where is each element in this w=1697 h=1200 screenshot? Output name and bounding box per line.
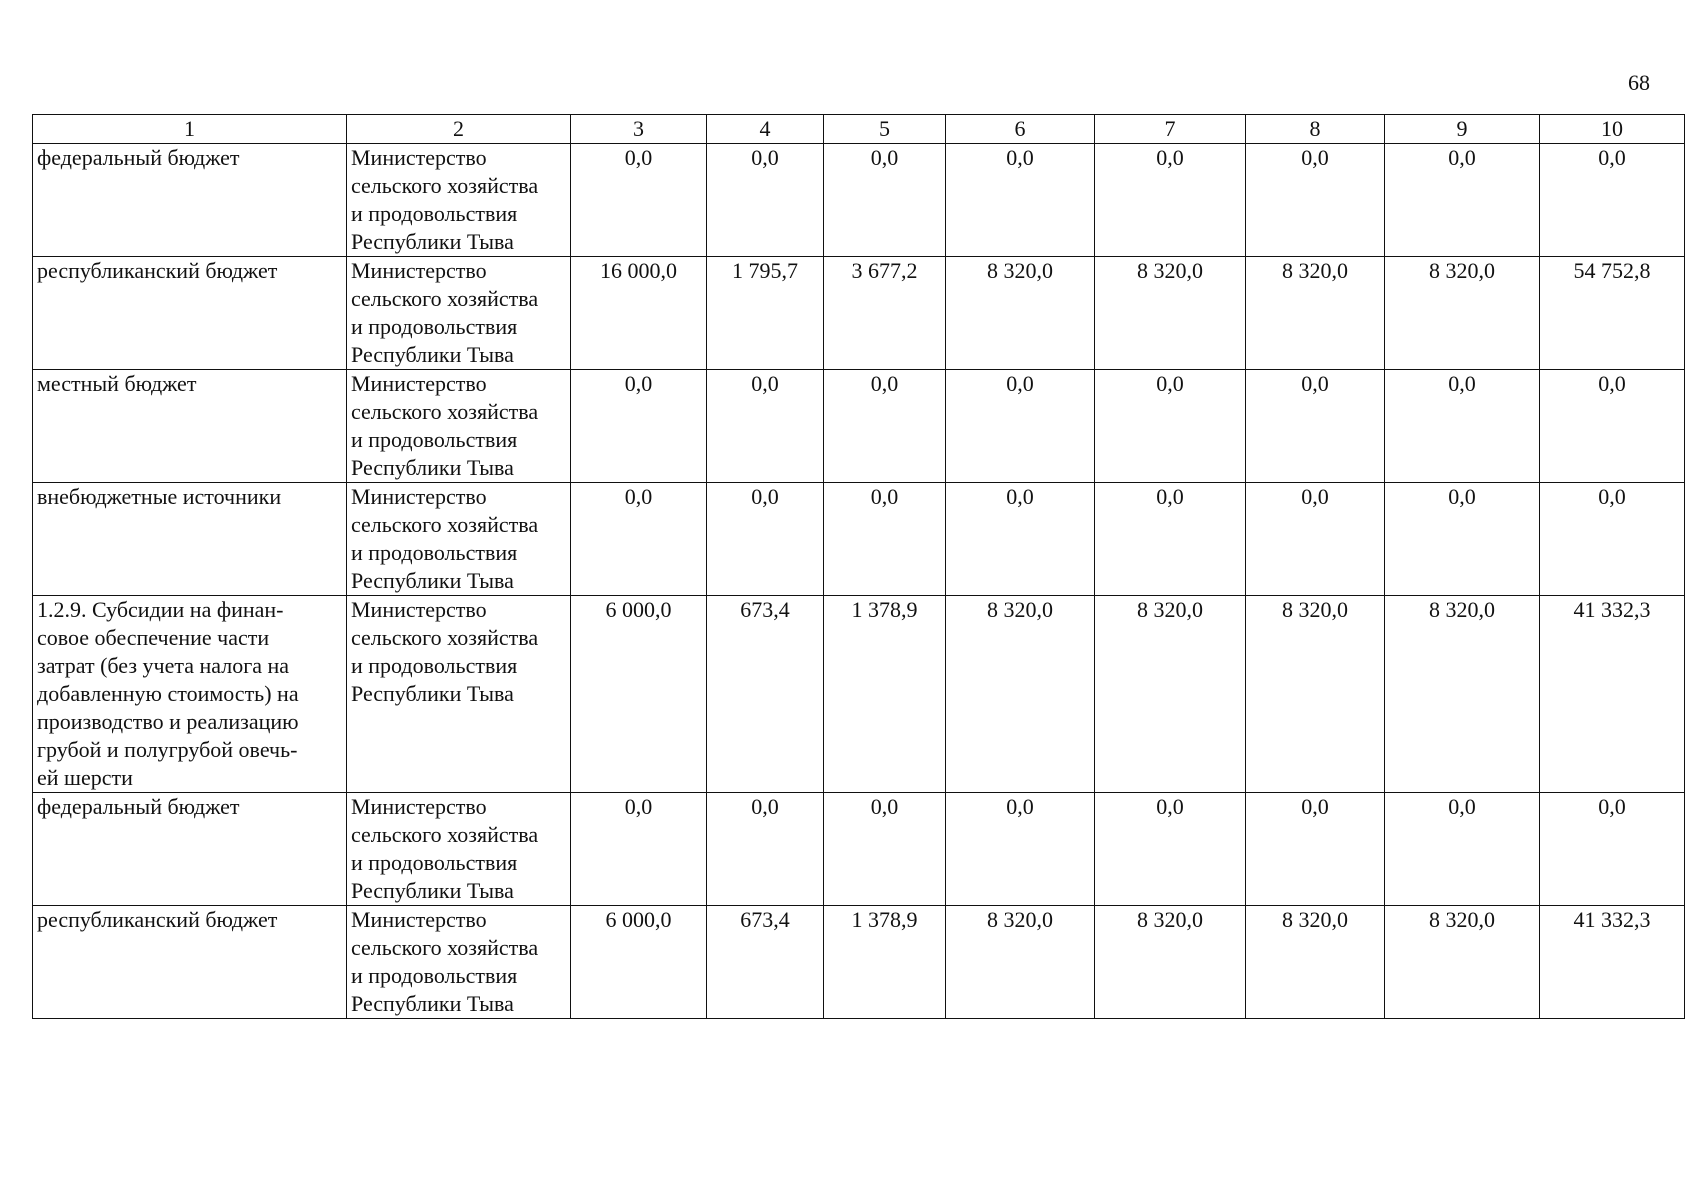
value-cell: 0,0 xyxy=(824,793,946,906)
funding-source-text: ей шерсти xyxy=(37,765,133,790)
value-cell: 0,0 xyxy=(1385,483,1540,596)
executor-text: Министерство xyxy=(351,907,487,932)
value-cell: 1 378,9 xyxy=(824,596,946,793)
table-row xyxy=(33,793,1685,906)
executor-text: Республики Тыва xyxy=(351,342,514,367)
funding-source-cell xyxy=(33,596,347,793)
value-cell: 0,0 xyxy=(946,793,1095,906)
value-cell: 0,0 xyxy=(824,370,946,483)
funding-source-cell xyxy=(33,906,347,1019)
executor-text: сельского хозяйства xyxy=(351,286,539,311)
value-cell: 0,0 xyxy=(824,483,946,596)
executor-text: Министерство xyxy=(351,484,487,509)
value-cell: 0,0 xyxy=(1246,370,1385,483)
value-cell: 8 320,0 xyxy=(946,257,1095,370)
value-cell: 673,4 xyxy=(707,906,824,1019)
value-cell: 1 378,9 xyxy=(824,906,946,1019)
value-cell: 41 332,3 xyxy=(1540,596,1685,793)
value-cell: 6 000,0 xyxy=(571,906,707,1019)
value-cell: 0,0 xyxy=(1246,144,1385,257)
value-cell: 8 320,0 xyxy=(946,596,1095,793)
value-cell: 16 000,0 xyxy=(571,257,707,370)
executor-cell xyxy=(347,906,571,1019)
funding-source-text: федеральный бюджет xyxy=(37,145,240,170)
executor-text: Республики Тыва xyxy=(351,681,514,706)
value-cell: 8 320,0 xyxy=(1095,906,1246,1019)
executor-text: сельского хозяйства xyxy=(351,399,539,424)
value-cell: 0,0 xyxy=(1540,793,1685,906)
funding-source-text: грубой и полугрубой овечь- xyxy=(37,737,298,762)
value-cell: 8 320,0 xyxy=(1246,596,1385,793)
executor-text: сельского хозяйства xyxy=(351,512,539,537)
executor-text: сельского хозяйства xyxy=(351,822,539,847)
executor-text: сельского хозяйства xyxy=(351,625,539,650)
funding-source-text: совое обеспечение части xyxy=(37,625,270,650)
funding-source-cell xyxy=(33,483,347,596)
value-cell: 0,0 xyxy=(1385,793,1540,906)
column-header: 3 xyxy=(571,115,707,144)
funding-source-text: 1.2.9. Субсидии на финан- xyxy=(37,597,284,622)
funding-source-text: местный бюджет xyxy=(37,371,197,396)
budget-table xyxy=(32,114,1685,1019)
funding-source-text: затрат (без учета налога на xyxy=(37,653,290,678)
table-row xyxy=(33,906,1685,1019)
value-cell: 0,0 xyxy=(1095,793,1246,906)
executor-text: и продовольствия xyxy=(351,963,518,988)
value-cell: 0,0 xyxy=(1385,144,1540,257)
page-number: 68 xyxy=(1628,70,1650,95)
executor-text: сельского хозяйства xyxy=(351,173,539,198)
value-cell: 0,0 xyxy=(1095,370,1246,483)
value-cell: 673,4 xyxy=(707,596,824,793)
column-header: 1 xyxy=(33,115,347,144)
table-row xyxy=(33,257,1685,370)
executor-text: Республики Тыва xyxy=(351,229,514,254)
value-cell: 3 677,2 xyxy=(824,257,946,370)
value-cell: 0,0 xyxy=(946,370,1095,483)
value-cell: 0,0 xyxy=(707,144,824,257)
executor-text: Министерство xyxy=(351,145,487,170)
header-row xyxy=(33,115,1685,144)
value-cell: 0,0 xyxy=(571,370,707,483)
funding-source-cell xyxy=(33,793,347,906)
executor-text: и продовольствия xyxy=(351,314,518,339)
funding-source-cell xyxy=(33,144,347,257)
funding-source-text: производство и реализацию xyxy=(37,709,299,734)
table-row xyxy=(33,596,1685,793)
value-cell: 0,0 xyxy=(824,144,946,257)
executor-text: Министерство xyxy=(351,794,487,819)
value-cell: 54 752,8 xyxy=(1540,257,1685,370)
column-header: 4 xyxy=(707,115,824,144)
executor-text: Министерство xyxy=(351,597,487,622)
value-cell: 0,0 xyxy=(946,483,1095,596)
value-cell: 0,0 xyxy=(707,370,824,483)
value-cell: 8 320,0 xyxy=(1246,906,1385,1019)
value-cell: 0,0 xyxy=(1246,483,1385,596)
value-cell: 0,0 xyxy=(1095,144,1246,257)
column-header: 2 xyxy=(347,115,571,144)
value-cell: 6 000,0 xyxy=(571,596,707,793)
executor-text: и продовольствия xyxy=(351,201,518,226)
table-header xyxy=(33,115,1685,144)
funding-source-cell xyxy=(33,370,347,483)
column-header: 5 xyxy=(824,115,946,144)
funding-source-text: федеральный бюджет xyxy=(37,794,240,819)
funding-source-text: внебюджетные источники xyxy=(37,484,282,509)
table-body xyxy=(33,144,1685,1019)
value-cell: 0,0 xyxy=(1246,793,1385,906)
executor-text: Республики Тыва xyxy=(351,455,514,480)
value-cell: 0,0 xyxy=(707,793,824,906)
value-cell: 8 320,0 xyxy=(1095,596,1246,793)
funding-source-text: республиканский бюджет xyxy=(37,907,278,932)
funding-source-text: добавленную стоимость) на xyxy=(37,681,299,706)
executor-text: и продовольствия xyxy=(351,427,518,452)
value-cell: 0,0 xyxy=(571,144,707,257)
executor-text: и продовольствия xyxy=(351,653,518,678)
value-cell: 0,0 xyxy=(1385,370,1540,483)
table-row xyxy=(33,144,1685,257)
value-cell: 0,0 xyxy=(946,144,1095,257)
executor-text: и продовольствия xyxy=(351,850,518,875)
value-cell: 8 320,0 xyxy=(946,906,1095,1019)
executor-text: Республики Тыва xyxy=(351,878,514,903)
column-header: 8 xyxy=(1246,115,1385,144)
value-cell: 0,0 xyxy=(707,483,824,596)
value-cell: 0,0 xyxy=(1540,370,1685,483)
value-cell: 8 320,0 xyxy=(1095,257,1246,370)
table-row xyxy=(33,483,1685,596)
executor-cell xyxy=(347,596,571,793)
value-cell: 8 320,0 xyxy=(1385,906,1540,1019)
value-cell: 0,0 xyxy=(1540,144,1685,257)
funding-source-cell xyxy=(33,257,347,370)
executor-text: Республики Тыва xyxy=(351,568,514,593)
executor-cell xyxy=(347,257,571,370)
value-cell: 0,0 xyxy=(571,793,707,906)
value-cell: 8 320,0 xyxy=(1246,257,1385,370)
value-cell: 0,0 xyxy=(571,483,707,596)
executor-text: сельского хозяйства xyxy=(351,935,539,960)
executor-text: Министерство xyxy=(351,258,487,283)
executor-text: и продовольствия xyxy=(351,540,518,565)
table-row xyxy=(33,370,1685,483)
executor-cell xyxy=(347,370,571,483)
funding-source-text: республиканский бюджет xyxy=(37,258,278,283)
executor-cell xyxy=(347,483,571,596)
value-cell: 1 795,7 xyxy=(707,257,824,370)
value-cell: 0,0 xyxy=(1540,483,1685,596)
executor-text: Министерство xyxy=(351,371,487,396)
value-cell: 8 320,0 xyxy=(1385,257,1540,370)
executor-cell xyxy=(347,793,571,906)
executor-text: Республики Тыва xyxy=(351,991,514,1016)
executor-cell xyxy=(347,144,571,257)
column-header: 7 xyxy=(1095,115,1246,144)
value-cell: 0,0 xyxy=(1095,483,1246,596)
column-header: 9 xyxy=(1385,115,1540,144)
value-cell: 8 320,0 xyxy=(1385,596,1540,793)
value-cell: 41 332,3 xyxy=(1540,906,1685,1019)
column-header: 10 xyxy=(1540,115,1685,144)
column-header: 6 xyxy=(946,115,1095,144)
